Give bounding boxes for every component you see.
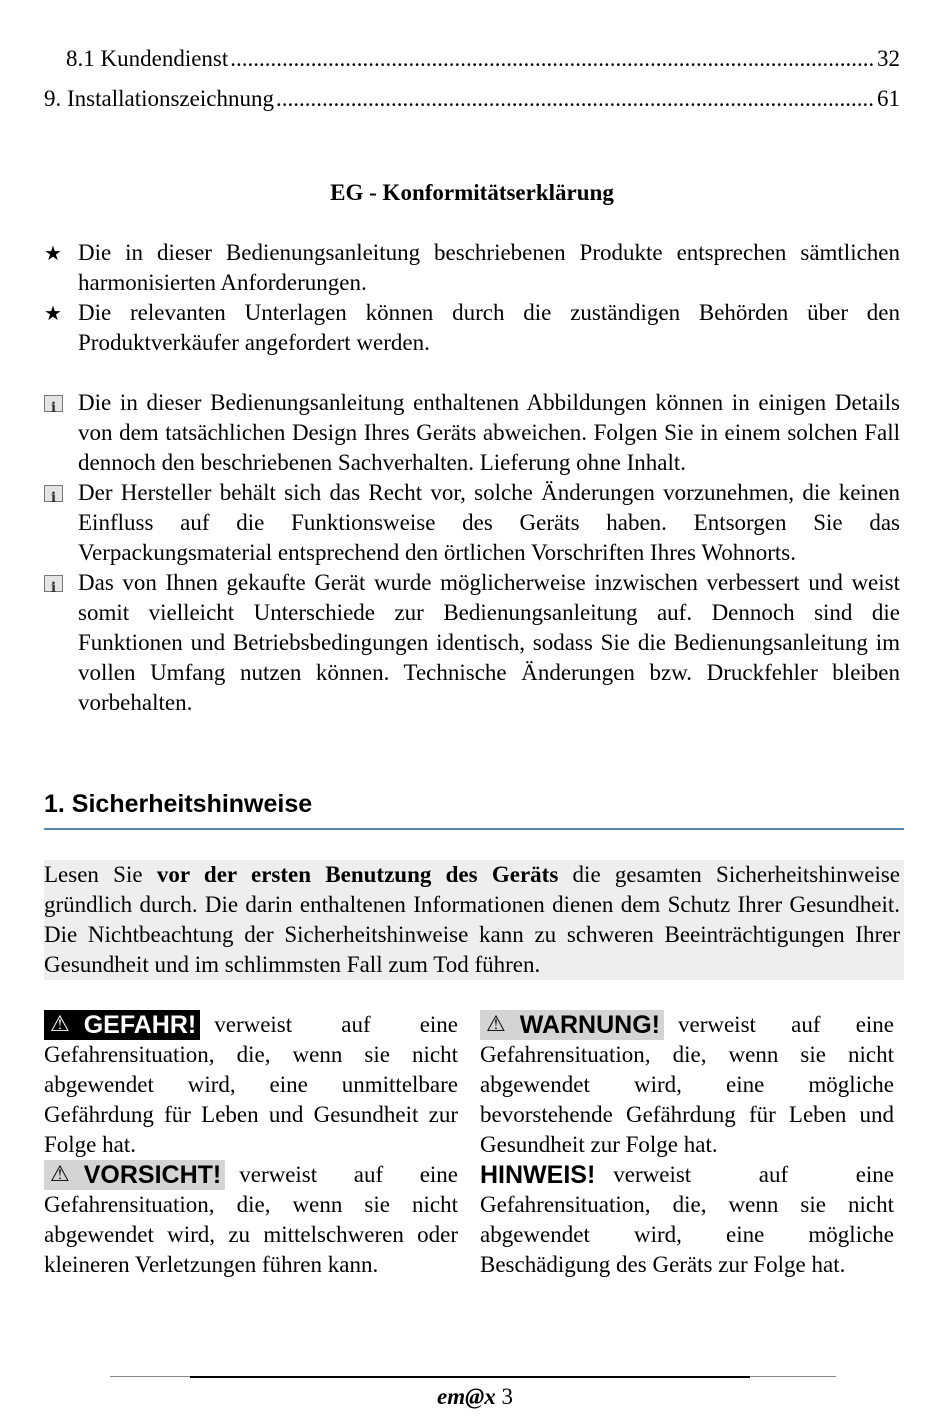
warning-triangle-icon: ⚠: [50, 1162, 70, 1187]
signal-gefahr: [44, 1010, 458, 1160]
toc-label: 8.1 Kundendienst: [66, 46, 229, 71]
eg-conformity-heading: EG - Konformitätserklärung: [330, 180, 614, 205]
star-bullet-icon: ★: [44, 301, 62, 325]
badge-label: WARNUNG!: [519, 1011, 660, 1039]
warning-triangle-icon: ⚠: [50, 1012, 70, 1037]
list-item: [44, 238, 900, 298]
toc-entry[interactable]: [44, 84, 900, 114]
signal-description: verweist auf eine Gefahrensituation, die, wenn sie nicht abgewendet wird, eine mögliche Beschädigung des Geräts zur Folge hat.: [480, 1162, 894, 1277]
info-note-text: Das von Ihnen gekaufte Gerät wurde möglicherweise inzwischen verbessert und weist somit vielleicht Unterschiede zur Bedienungsanleitung auf. Dennoch sind die Funktionen und Betriebsbedingungen identisch, sodass Sie die Bedienungsanleitung im vollen Umfang nutzen können. Technische Änderungen bzw. Druckfehler bleiben vorbehalten.: [78, 570, 900, 715]
intro-emphasis: vor der ersten Benutzung des Geräts: [156, 862, 559, 887]
signal-vorsicht: [44, 1160, 458, 1280]
badge-label: HINWEIS!: [480, 1161, 596, 1189]
page-footer: [0, 1382, 950, 1412]
info-note: [44, 388, 900, 478]
signal-description: verweist auf eine Gefahrensituation, die, wenn sie nicht abgewendet wird, eine unmittelbare Gefährdung für Leben und Gesundheit zur Folge hat.: [44, 1012, 458, 1157]
toc-entry[interactable]: [66, 44, 900, 74]
signal-words-right-column: [480, 1010, 894, 1280]
section-divider: [44, 828, 904, 830]
safety-intro-paragraph: [44, 860, 904, 980]
star-bullet-icon: ★: [44, 241, 62, 265]
list-item-text: Die relevanten Unterlagen können durch die zuständigen Behörden über den Produktverkäufer angefordert werden.: [78, 300, 900, 355]
badge-label: VORSICHT!: [83, 1161, 222, 1189]
toc-leader: [230, 44, 875, 74]
info-note-text: Die in dieser Bedienungsanleitung enthaltenen Abbildungen können in einigen Details von dem tatsächlichen Design Ihres Geräts abweichen. Folgen Sie in einem solchen Fall dennoch den beschriebenen Sachverhalten. Lieferung ohne Inhalt.: [78, 390, 900, 475]
info-notes-list: [44, 388, 900, 718]
intro-text-end: die gesamten Sicherheitshinweise gründlich durch. Die darin enthaltenen Informationen dienen dem Schutz Ihrer Gesundheit. Die Nichtbeachtung der Sicherheitshinweise kann zu schweren Beeinträchtigungen Ihrer Gesundheit und im schlimmsten Fall zum Tod führen.: [44, 862, 900, 977]
toc-leader: [276, 84, 875, 114]
badge-label: GEFAHR!: [83, 1011, 197, 1039]
info-note-text: Der Hersteller behält sich das Recht vor, solche Änderungen vorzunehmen, die keinen Einfluss auf die Funktionsweise des Geräts haben. Entsorgen Sie das Verpackungsmaterial entsprechend den örtlichen Vorschriften Ihres Wohnorts.: [78, 480, 900, 565]
page-number: 3: [501, 1384, 513, 1409]
brand-logo-text: em@x: [437, 1384, 496, 1409]
info-icon: [44, 485, 63, 502]
section-title: 1. Sicherheitshinweise: [44, 790, 313, 818]
list-item: [44, 298, 900, 358]
signal-hinweis: [480, 1160, 894, 1280]
info-icon: [44, 395, 63, 412]
conformity-list: [44, 238, 900, 358]
toc-page-number: 61: [877, 86, 900, 111]
info-note: [44, 478, 900, 568]
signal-warnung: [480, 1010, 894, 1160]
toc-page-number: 32: [877, 46, 900, 71]
info-icon: [44, 575, 63, 592]
warning-triangle-icon: ⚠: [486, 1012, 506, 1037]
signal-description: verweist auf eine Gefahrensituation, die, wenn sie nicht abgewendet wird, eine mögliche bevorstehende Gefährdung für Leben und Gesundheit zur Folge hat.: [480, 1012, 894, 1157]
signal-description: verweist auf eine Gefahrensituation, die, wenn sie nicht abgewendet wird, zu mittelschweren oder kleineren Verletzungen führen kann.: [44, 1162, 458, 1277]
toc-label: 9. Installationszeichnung: [44, 86, 274, 111]
intro-text-start: Lesen Sie: [44, 862, 157, 887]
list-item-text: Die in dieser Bedienungsanleitung beschriebenen Produkte entsprechen sämtlichen harmonisierten Anforderungen.: [78, 240, 900, 295]
vorsicht-badge: [44, 1160, 225, 1190]
gefahr-badge: [44, 1010, 200, 1040]
footer-divider-accent: [190, 1376, 750, 1378]
signal-words-left-column: [44, 1010, 458, 1280]
hinweis-badge: [480, 1160, 599, 1190]
info-note: [44, 568, 900, 718]
warnung-badge: [480, 1010, 664, 1040]
